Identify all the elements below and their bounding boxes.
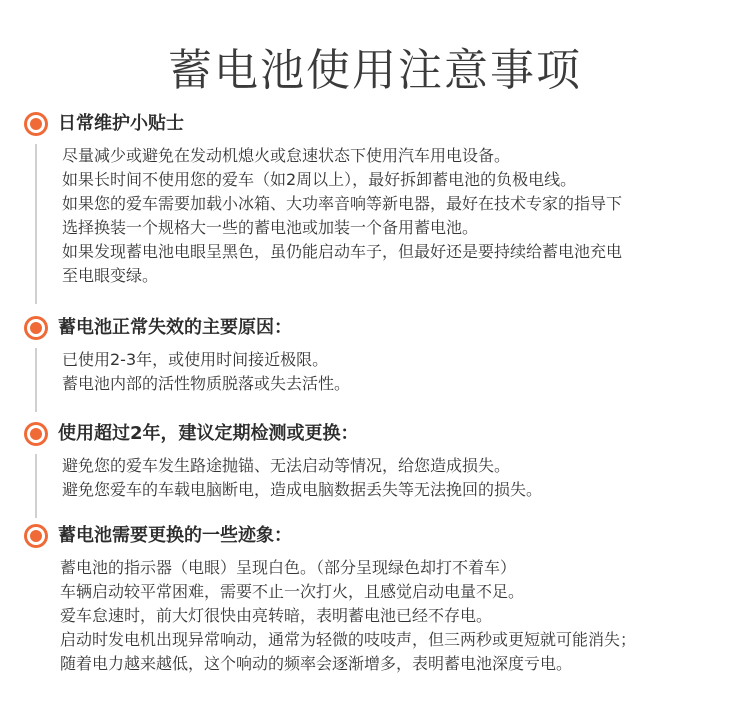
target-circle-icon: [24, 422, 48, 446]
target-circle-icon: [24, 524, 48, 548]
target-circle-icon: [24, 316, 48, 340]
list-item: 启动时发电机出现异常响动，通常为轻微的吱吱声，但三两秒或更短就可能消失；: [60, 630, 637, 649]
list-item: 车辆启动较平常困难，需要不止一次打火，且感觉启动电量不足。: [60, 582, 525, 601]
list-item: 爱车怠速时，前大灯很快由亮转暗，表明蓄电池已经不存电。: [60, 606, 493, 625]
list-item: 至电眼变绿。: [62, 266, 159, 285]
list-item: 避免您的爱车发生路途抛锚、无法启动等情况，给您造成损失。: [62, 456, 511, 475]
section-body: [35, 556, 736, 706]
list-item: 蓄电池的指示器（电眼）呈现白色。（部分呈现绿色却打不着车）: [60, 558, 517, 577]
list-item: 蓄电池内部的活性物质脱落或失去活性。: [62, 374, 351, 393]
section-body: [35, 144, 736, 304]
list-item: 如果您的爱车需要加载小冰箱、大功率音响等新电器，最好在技术专家的指导下: [62, 194, 623, 213]
list-item: 已使用2-3年，或使用时间接近极限。: [62, 350, 329, 369]
section-header: [24, 522, 736, 550]
section-header: [24, 110, 736, 138]
section-replacement-signs: [24, 522, 736, 706]
section-heading: 蓄电池需要更换的一些迹象：: [58, 525, 292, 546]
section-header: [24, 314, 736, 342]
list-item: 避免您爱车的车载电脑断电，造成电脑数据丢失等无法挽回的损失。: [62, 480, 543, 499]
section-heading: 使用超过2年，建议定期检测或更换：: [58, 423, 359, 444]
list-item: 选择换装一个规格大一些的蓄电池或加装一个备用蓄电池。: [62, 218, 479, 237]
section-body: [35, 454, 736, 518]
list-item: 如果发现蓄电池电眼呈黑色，虽仍能启动车子，但最好还是要持续给蓄电池充电: [62, 242, 623, 261]
section-heading: 日常维护小贴士: [58, 113, 184, 134]
section-regular-check: [24, 420, 736, 518]
section-daily-maintenance: [24, 110, 736, 304]
page-title: 蓄电池使用注意事项: [168, 45, 582, 97]
section-failure-causes: [24, 314, 736, 412]
section-heading: 蓄电池正常失效的主要原因：: [58, 317, 292, 338]
section-body: [35, 348, 736, 412]
list-item: 如果长时间不使用您的爱车（如2周以上），最好拆卸蓄电池的负极电线。: [62, 170, 577, 189]
section-header: [24, 420, 736, 448]
list-item: 随着电力越来越低，这个响动的频率会逐渐增多，表明蓄电池深度亏电。: [60, 654, 573, 673]
list-item: 尽量减少或避免在发动机熄火或怠速状态下使用汽车用电设备。: [62, 146, 511, 165]
target-circle-icon: [24, 112, 48, 136]
